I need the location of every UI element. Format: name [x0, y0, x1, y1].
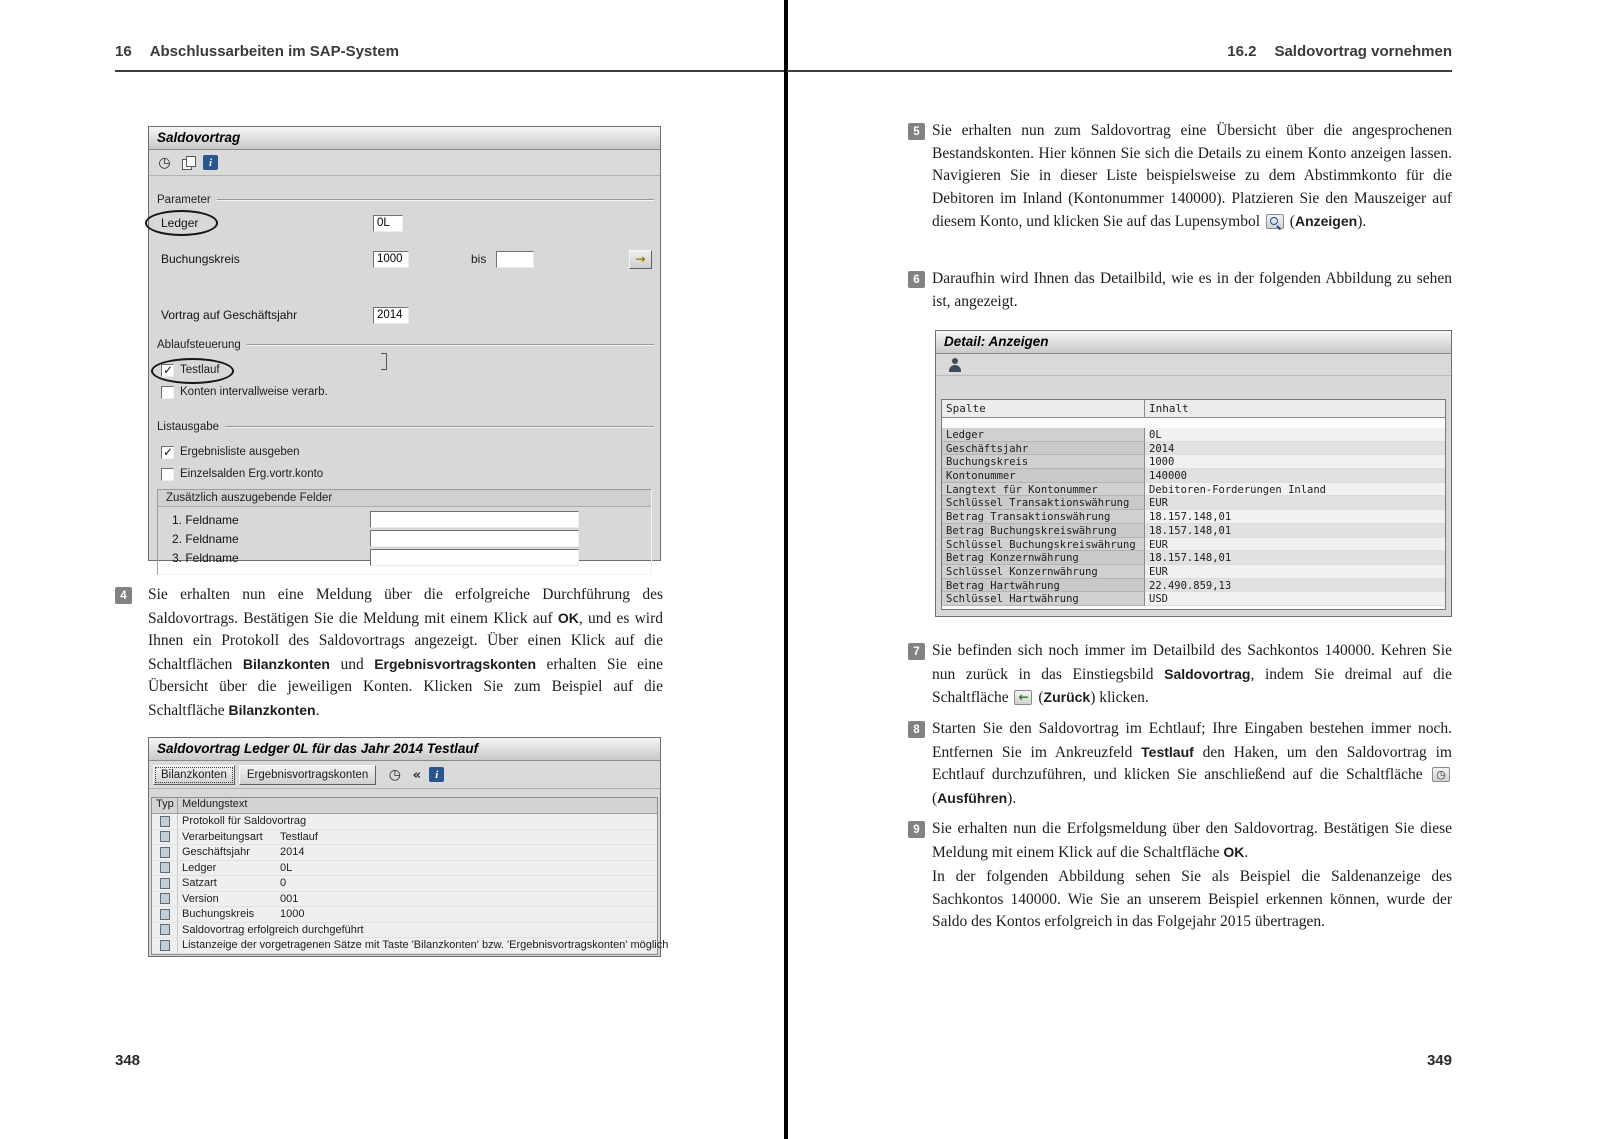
ledger-label: Ledger — [161, 216, 199, 230]
detail-field-name: Buchungskreis — [942, 455, 1145, 469]
detail-field-name: Betrag Konzernwährung — [942, 551, 1145, 565]
message-value: 001 — [280, 892, 299, 905]
message-type-icon — [160, 847, 170, 858]
message-row[interactable] — [152, 876, 657, 892]
page-header-left — [115, 43, 784, 72]
detail-field-value: EUR — [1145, 538, 1445, 552]
listausgabe-group-header — [155, 419, 654, 435]
detail-row[interactable] — [942, 496, 1445, 510]
info-icon[interactable]: i — [429, 767, 444, 782]
ledger-row — [155, 213, 654, 233]
message-type-icon — [160, 893, 170, 904]
back-icon — [1014, 690, 1032, 705]
detail-field-name: Schlüssel Buchungskreiswährung — [942, 538, 1145, 552]
ablaufsteuerung-group-label: Ablaufsteuerung — [157, 339, 241, 351]
feldname-field[interactable] — [370, 530, 579, 547]
person-glyph — [948, 358, 961, 372]
feldname-field[interactable] — [370, 549, 579, 566]
konten-check-row — [155, 383, 654, 401]
feldname-row — [172, 548, 645, 567]
multiple-selection-button[interactable] — [629, 250, 652, 269]
buchungskreis-label: Buchungskreis — [161, 252, 240, 266]
vortrag-row — [155, 305, 654, 325]
detail-table — [941, 399, 1446, 610]
info-icon[interactable]: i — [203, 155, 218, 170]
message-text: Listanzeige der vorgetragenen Sätze mit Taste 'Bilanzkonten' bzw. 'Ergebnisvortragskonten' möglich — [182, 939, 669, 952]
detail-field-name: Ledger — [942, 428, 1145, 442]
testlauf-check-row — [155, 361, 654, 379]
detail-field-name: Schlüssel Konzernwährung — [942, 565, 1145, 579]
page-number-right: 349 — [1426, 1052, 1452, 1069]
detail-row[interactable] — [942, 592, 1445, 606]
detail-field-name: Schlüssel Hartwährung — [942, 592, 1145, 606]
parameter-group-header — [155, 192, 654, 208]
variant-icon[interactable] — [179, 154, 198, 172]
detail-field-name: Betrag Transaktionswährung — [942, 510, 1145, 524]
detail-field-name: Kontonummer — [942, 469, 1145, 483]
message-value: 2014 — [280, 846, 305, 859]
message-row[interactable] — [152, 845, 657, 861]
step-6 — [908, 268, 1452, 313]
protocol-toolbar-icons — [385, 766, 444, 784]
message-type-icon — [160, 816, 170, 827]
detail-field-name: Langtext für Kontonummer — [942, 483, 1145, 497]
detail-row[interactable] — [942, 483, 1445, 497]
detail-row[interactable] — [942, 428, 1445, 442]
sheets-glyph — [182, 156, 195, 169]
detail-field-value: 140000 — [1145, 469, 1445, 483]
message-type-cell — [152, 814, 178, 829]
ergebnisvortragskonten-button[interactable]: Ergebnisvortragskonten — [239, 765, 376, 785]
step-5-text: Sie erhalten nun zum Saldovortrag eine Übersicht über die angesprochenen Bestandskonten. Hier können Sie sich die Details zu einem Konto anzeigen lassen. Navigieren Sie in dieser Liste beispielsweise zu dem Abstimmkonto für die Debitoren im Inland (Kontonummer 140000). Platzieren Sie den Mauszeiger auf diesem Konto, und klicken Sie auf das Lupensymbol (Anzeigen). — [932, 122, 1452, 231]
feldname-label: 1. Feldname — [172, 512, 239, 527]
magnifier-icon — [1266, 214, 1284, 229]
message-value: 0L — [280, 861, 293, 874]
step-9 — [908, 818, 1452, 864]
page-right — [787, 0, 1452, 1139]
detail-row[interactable] — [942, 551, 1445, 565]
konten-checkbox[interactable] — [161, 386, 174, 399]
message-text: Buchungskreis — [182, 908, 255, 921]
additional-fields-box — [157, 489, 652, 575]
chevrons-glyph — [413, 766, 421, 784]
detail-field-value: 18.157.148,01 — [1145, 524, 1445, 538]
feldname-label: 2. Feldname — [172, 531, 239, 546]
message-type-icon — [160, 831, 170, 842]
detail-row[interactable] — [942, 442, 1445, 456]
detail-toolbar — [936, 354, 1451, 376]
step-4 — [115, 584, 663, 723]
chapter-title: Abschlussarbeiten im SAP-System — [149, 43, 399, 60]
message-value: 0 — [280, 877, 287, 890]
selection-content — [149, 176, 660, 575]
step-7 — [908, 640, 1452, 710]
detail-field-value: USD — [1145, 592, 1445, 606]
execute-icon[interactable] — [155, 154, 174, 172]
detail-field-name: Schlüssel Transaktionswährung — [942, 496, 1145, 510]
message-table-header — [152, 798, 657, 814]
message-row[interactable] — [152, 814, 657, 830]
detail-field-value: Debitoren-Forderungen Inland — [1145, 483, 1445, 497]
groove-line — [247, 344, 654, 346]
vortrag-field[interactable]: 2014 — [373, 307, 409, 324]
sap-detail-window — [935, 330, 1452, 617]
step-6-text: Daraufhin wird Ihnen das Detailbild, wie es in der folgenden Abbildung zu sehen ist, angezeigt. — [932, 270, 1452, 310]
page-header-right — [787, 43, 1452, 72]
sap-selection-screen-window — [148, 126, 661, 565]
detail-field-value: 0L — [1145, 428, 1445, 442]
message-text: Satzart — [182, 877, 217, 890]
message-type-cell — [152, 861, 178, 876]
message-value: Testlauf — [280, 830, 318, 843]
protocol-window-title: Saldovortrag Ledger 0L für das Jahr 2014 Testlauf — [149, 738, 660, 761]
message-row[interactable] — [152, 938, 669, 954]
ledger-label-cell — [161, 216, 373, 230]
message-type-icon — [160, 924, 170, 935]
detail-row[interactable] — [942, 524, 1445, 538]
detail-window-title: Detail: Anzeigen — [936, 331, 1451, 354]
feldname-row — [172, 510, 645, 529]
step-9-text: Sie erhalten nun die Erfolgsmeldung über den Saldovortrag. Bestätigen Sie diese Meldung mit einem Klick auf die Schaltfläche OK. — [932, 820, 1452, 861]
detail-row[interactable] — [942, 538, 1445, 552]
feldname-row — [172, 529, 645, 548]
einzelsalden-checkbox[interactable] — [161, 468, 174, 481]
bilanzkonten-button[interactable]: Bilanzkonten — [153, 765, 235, 785]
message-table — [151, 797, 669, 955]
buchungskreis-row — [155, 249, 654, 269]
person-icon[interactable] — [945, 356, 964, 374]
detail-table-header — [942, 400, 1445, 418]
double-arrow-icon[interactable] — [407, 766, 426, 784]
message-text: Saldovortrag erfolgreich durchgeführt — [182, 923, 364, 936]
groove-line — [217, 199, 654, 201]
detail-field-value: 18.157.148,01 — [1145, 551, 1445, 565]
message-text: Version — [182, 892, 219, 905]
einzelsalden-check-row — [155, 465, 654, 483]
clock-glyph — [389, 766, 401, 784]
testlauf-checkbox[interactable] — [161, 364, 174, 377]
message-row[interactable] — [152, 892, 657, 908]
message-type-cell — [152, 845, 178, 860]
message-type-cell — [152, 923, 178, 938]
groove-line — [225, 426, 654, 428]
page-number-left: 348 — [115, 1052, 141, 1069]
detail-field-name: Geschäftsjahr — [942, 442, 1145, 456]
sap-protocol-window — [148, 737, 669, 957]
step-5 — [908, 120, 1452, 234]
vortrag-label: Vortrag auf Geschäftsjahr — [161, 308, 298, 322]
listausgabe-group-label: Listausgabe — [157, 421, 220, 433]
ledger-field[interactable]: 0L — [373, 215, 403, 232]
message-row[interactable] — [152, 907, 657, 923]
ergebnisliste-check-row — [155, 443, 654, 461]
selection-bracket-mark — [381, 353, 387, 370]
window-title: Saldovortrag — [149, 127, 660, 150]
detail-field-value: 2014 — [1145, 442, 1445, 456]
detail-field-value: 22.490.859,13 — [1145, 579, 1445, 593]
message-type-icon — [160, 878, 170, 889]
detail-field-name: Betrag Buchungskreiswährung — [942, 524, 1145, 538]
step-number-badge: 5 — [908, 123, 925, 140]
buchungskreis-bis-field[interactable] — [496, 251, 534, 268]
detail-row[interactable] — [942, 565, 1445, 579]
message-type-icon — [160, 862, 170, 873]
message-text: Verarbeitungsart — [182, 830, 263, 843]
message-row[interactable] — [152, 861, 657, 877]
detail-row[interactable] — [942, 579, 1445, 593]
einzelsalden-label: Einzelsalden Erg.vortr.konto — [180, 468, 324, 480]
message-text: Geschäftsjahr — [182, 846, 250, 859]
message-type-icon — [160, 909, 170, 920]
buchungskreis-field[interactable]: 1000 — [373, 251, 409, 268]
detail-field-value: EUR — [1145, 565, 1445, 579]
meldungstext-column-header: Meldungstext — [182, 798, 248, 810]
step-8 — [908, 718, 1452, 810]
message-type-cell — [152, 830, 178, 845]
message-row[interactable] — [152, 830, 657, 846]
message-type-cell — [152, 876, 178, 891]
typ-column-header: Typ — [152, 798, 178, 813]
step-4-text: Sie erhalten nun eine Meldung über die erfolgreiche Durchführung des Saldovortrags. Bestätigen Sie die Meldung mit einem Klick auf OK, und es wird Ihnen ein Protokoll des Saldovortrags angezeigt. Über einen Klick auf die Schaltflächen Bilanzkonten und Ergebnisvortragskonten erhalten Sie eine Übersicht über die jeweiligen Konten. Klicken Sie zum Beispiel auf die Schaltfläche Bilanzkonten. — [148, 586, 663, 719]
ergebnisliste-checkbox[interactable] — [161, 446, 174, 459]
page-left — [115, 0, 784, 1139]
selection-toolbar — [149, 150, 660, 176]
detail-row[interactable] — [942, 510, 1445, 524]
step-number-badge: 4 — [115, 587, 132, 604]
step-number-badge: 6 — [908, 271, 925, 288]
additional-fields-header: Zusätzlich auszugebende Felder — [158, 490, 651, 507]
detail-field-name: Betrag Hartwährung — [942, 579, 1145, 593]
feldname-label: 3. Feldname — [172, 550, 239, 565]
clock-glyph — [158, 154, 170, 172]
message-type-icon — [160, 940, 170, 951]
step-8-text: Starten Sie den Saldovortrag im Echtlauf; Ihre Eingaben bestehen immer noch. Entfernen Sie im Ankreuzfeld Testlauf den Haken, um den Saldovortrag im Echtlauf durchzuführen, und klicken Sie anschließend auf die Schaltfläche ◷ (Ausführen). — [932, 718, 1452, 810]
step-number-badge: 7 — [908, 643, 925, 660]
konten-label: Konten intervallweise verarb. — [180, 386, 328, 398]
detail-row[interactable] — [942, 469, 1445, 483]
bis-label: bis — [471, 252, 487, 266]
testlauf-label: Testlauf — [180, 364, 220, 376]
message-type-cell — [152, 892, 178, 907]
ergebnisliste-label: Ergebnisliste ausgeben — [180, 446, 300, 458]
chapter-number: 16 — [115, 43, 132, 60]
protocol-toolbar — [149, 761, 660, 789]
inhalt-column-header: Inhalt — [1145, 400, 1445, 418]
message-text: Ledger — [182, 861, 217, 874]
step-number-badge: 8 — [908, 721, 925, 738]
parameter-group-label: Parameter — [157, 194, 211, 206]
ablaufsteuerung-group-header — [155, 337, 654, 353]
step-7-text: Sie befinden sich noch immer im Detailbild des Sachkontos 140000. Kehren Sie nun zurück in das Einstiegsbild Saldovortrag, indem Sie dreimal auf die Schaltfläche ← (Zurück) klicken. — [932, 640, 1452, 710]
feldname-field[interactable] — [370, 511, 579, 528]
message-value: 1000 — [280, 908, 305, 921]
section-title: Saldovortrag vornehmen — [1274, 43, 1452, 60]
message-row[interactable] — [152, 923, 657, 939]
section-number: 16.2 — [1227, 43, 1257, 60]
detail-field-value: 1000 — [1145, 455, 1445, 469]
message-type-cell — [152, 938, 178, 953]
step-9-continuation: In der folgenden Abbildung sehen Sie als Beispiel die Saldenanzeige des Sachkontos 140000. Wie Sie an unserem Beispiel erkennen können, wurde der Saldo des Kontos erfolgreich in das Folgejahr 2015 übertragen. — [932, 868, 1452, 931]
clock-icon[interactable] — [385, 766, 404, 784]
detail-row[interactable] — [942, 455, 1445, 469]
execute-icon — [1432, 767, 1450, 782]
step-number-badge: 9 — [908, 821, 925, 838]
detail-field-value: EUR — [1145, 496, 1445, 510]
detail-field-value: 18.157.148,01 — [1145, 510, 1445, 524]
spalte-column-header: Spalte — [942, 400, 1145, 418]
message-text: Protokoll für Saldovortrag — [182, 815, 307, 828]
message-type-cell — [152, 907, 178, 922]
